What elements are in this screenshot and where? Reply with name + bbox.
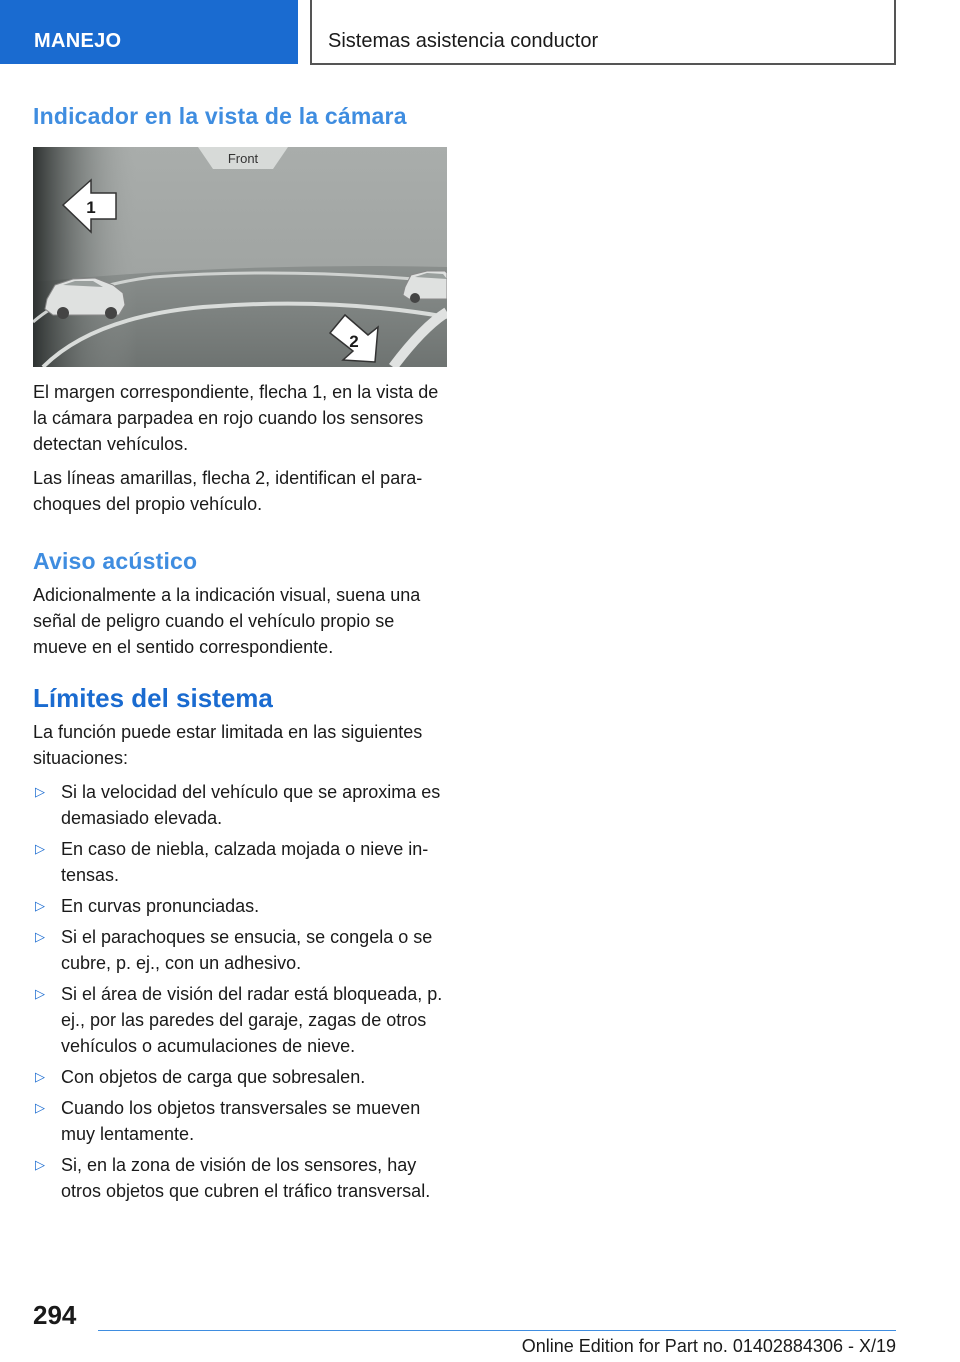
arrow-2-label: 2 — [349, 332, 359, 351]
chapter-title: Sistemas asistencia conductor — [310, 0, 896, 65]
section-tab: MANEJO — [0, 0, 298, 64]
bullet-icon: ▷ — [35, 1069, 45, 1084]
list-item: ▷ Con objetos de carga que sobresalen. — [33, 1064, 447, 1090]
list-item: ▷ Si la velocidad del vehículo que se aproxima es demasiado elevada. — [33, 779, 447, 831]
arrow-1-label: 1 — [86, 198, 96, 217]
list-item: ▷ Si el área de visión del radar está bloqueada, p. ej., por las paredes del garaje, zagas de otros vehículos o acumulaciones de nieve. — [33, 981, 447, 1059]
list-item: ▷ Si el parachoques se ensucia, se congela o se cubre, p. ej., con un adhesivo. — [33, 924, 447, 976]
front-label: Front — [227, 151, 259, 166]
bullet-icon: ▷ — [35, 841, 45, 856]
camera-view-paragraph-2: Las líneas amarillas, flecha 2, identifican el parachoques del propio vehículo. — [33, 468, 423, 514]
bullet-icon: ▷ — [35, 1157, 45, 1172]
list-item: ▷ Si, en la zona de visión de los sensores, hay otros objetos que cubren el tráfico transversal. — [33, 1152, 447, 1204]
acoustic-warning-heading: Aviso acústico — [33, 548, 198, 574]
camera-view-paragraph-1: El margen correspondiente, flecha 1, en la vista de la cámara parpadea en rojo cuando los sensores detectan vehículos. — [33, 382, 439, 454]
footer-edition: Online Edition for Part no. 01402884306 - X/19 — [521, 1336, 896, 1356]
bullet-icon: ▷ — [35, 1100, 45, 1115]
bullet-icon: ▷ — [35, 784, 45, 799]
list-item: ▷ Cuando los objetos transversales se mueven muy lentamente. — [33, 1095, 447, 1147]
system-limits-intro: La función puede estar limitada en las siguientes situaciones: — [33, 722, 423, 768]
system-limits-list — [33, 779, 447, 1204]
bullet-icon: ▷ — [35, 986, 45, 1001]
page-number: 294 — [33, 1300, 77, 1330]
list-item: ▷ En caso de niebla, calzada mojada o nieve intensas. — [33, 836, 447, 888]
list-item: ▷ En curvas pronunciadas. — [33, 893, 447, 919]
footer-divider — [98, 1330, 896, 1331]
system-limits-heading: Límites del sistema — [33, 683, 273, 713]
camera-view-heading: Indicador en la vista de la cámara — [33, 103, 407, 129]
acoustic-warning-paragraph: Adicionalmente a la indicación visual, suena una señal de peligro cuando el vehículo propio se mueve en el sentido correspondiente. — [33, 585, 421, 657]
camera-view-illustration — [33, 147, 447, 367]
bullet-icon: ▷ — [35, 898, 45, 913]
bullet-icon: ▷ — [35, 929, 45, 944]
